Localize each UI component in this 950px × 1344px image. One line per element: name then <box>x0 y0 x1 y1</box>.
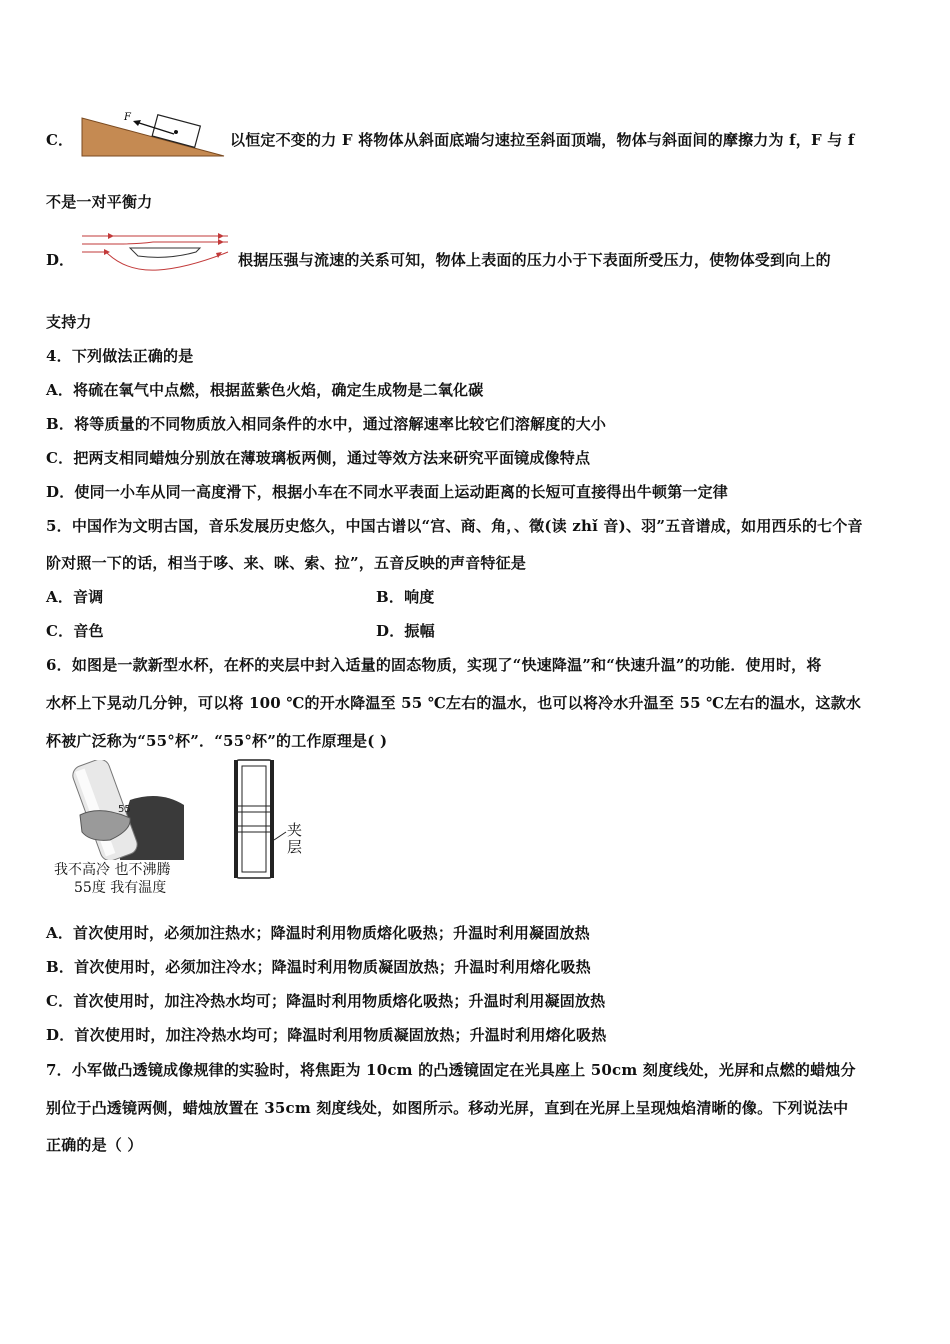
q3-option-d-text: 根据压强与流速的关系可知，物体上表面的压力小于下表面所受压力，使物体受到向上的 <box>238 251 831 269</box>
q4-option-d: D．使同一小车从同一高度滑下，根据小车在不同水平表面上运动距离的长短可直接得出牛顿第一定律 <box>46 483 729 501</box>
q6-option-d: D．首次使用时，加注冷热水均可；降温时利用物质凝固放热；升温时利用熔化吸热 <box>46 1026 607 1044</box>
wing-shape <box>130 248 200 257</box>
cup-cross-section-figure <box>228 758 308 882</box>
q6-option-c: C．首次使用时，加注冷热水均可；降温时利用物质熔化吸热；升温时利用凝固放热 <box>46 992 606 1010</box>
force-label: F <box>124 112 131 123</box>
q7-stem-line2: 别位于凸透镜两侧，蜡烛放置在 35cm 刻度线处，如图所示。移动光屏，直到在光屏上呈现烛焰清晰的像。下列说法中 <box>46 1099 849 1117</box>
q4-option-c: C．把两支相同蜡烛分别放在薄玻璃板两侧，通过等效方法来研究平面镜成像特点 <box>46 449 591 467</box>
q5-option-a: A．音调 <box>46 588 104 606</box>
streamline-upper <box>82 242 228 244</box>
q6-option-b: B．首次使用时，必须加注冷水；降温时利用物质凝固放热；升温时利用熔化吸热 <box>46 958 591 976</box>
q5-option-d: D．振幅 <box>376 622 435 640</box>
cup-photo-figure <box>60 760 184 860</box>
q7-stem-line1: 7．小军做凸透镜成像规律的实验时，将焦距为 10cm 的凸透镜固定在光具座上 50cm 刻度线处，光屏和点燃的蜡烛分 <box>46 1061 856 1079</box>
q6-stem-line1: 6．如图是一款新型水杯，在杯的夹层中封入适量的固态物质，实现了“快速降温”和“快速升温”的功能．使用时，将 <box>46 656 822 674</box>
q6-option-a: A．首次使用时，必须加注热水；降温时利用物质熔化吸热；升温时利用凝固放热 <box>46 924 590 942</box>
q4-option-b: B．将等质量的不同物质放入相同条件的水中，通过溶解速率比较它们溶解度的大小 <box>46 415 607 433</box>
airflow-figure <box>78 230 234 278</box>
q6-stem-line3: 杯被广泛称为“55°杯”．“55°杯”的工作原理是( ) <box>46 732 388 750</box>
incline-slope <box>82 118 224 156</box>
q5-stem-line1: 5．中国作为文明古国，音乐发展历史悠久，中国古谱以“宫、商、角，、徵(读 zhǐ 音)、羽”五音谱成，如用西乐的七个音 <box>46 517 863 535</box>
q5-option-c: C．音色 <box>46 622 104 640</box>
cup-caption-line1: 我不高冷 也不沸腾 <box>54 862 171 878</box>
label-pointer <box>274 832 286 840</box>
q5-option-b: B．响度 <box>376 588 435 606</box>
q4-option-a: A．将硫在氧气中点燃，根据蓝紫色火焰，确定生成物是二氧化碳 <box>46 381 484 399</box>
q3-option-d-label: D． <box>46 251 75 269</box>
q3-option-c-label: C． <box>46 131 73 149</box>
q3-option-c-text: 以恒定不变的力 F 将物体从斜面底端匀速拉至斜面顶端，物体与斜面间的摩擦力为 f，F 与 f <box>230 131 855 149</box>
cup-number: 55 <box>118 804 131 815</box>
q4-stem: 4．下列做法正确的是 <box>46 347 194 365</box>
q3-option-c-continuation: 不是一对平衡力 <box>46 193 153 211</box>
q3-option-d-continuation: 支持力 <box>46 313 92 331</box>
q7-stem-line3: 正确的是（ ） <box>46 1136 143 1154</box>
interlayer-label: 夹层 <box>287 821 303 856</box>
cup-caption-line2: 55度 我有温度 <box>74 880 167 896</box>
incline-figure <box>78 110 228 160</box>
q6-stem-line2: 水杯上下晃动几分钟，可以将 100 ℃的开水降温至 55 ℃左右的温水，也可以将冷水升温至 55 ℃左右的温水，这款水 <box>46 694 862 712</box>
q5-stem-line2: 阶对照一下的话，相当于哆、来、咪、索、拉”，五音反映的声音特征是 <box>46 554 527 572</box>
